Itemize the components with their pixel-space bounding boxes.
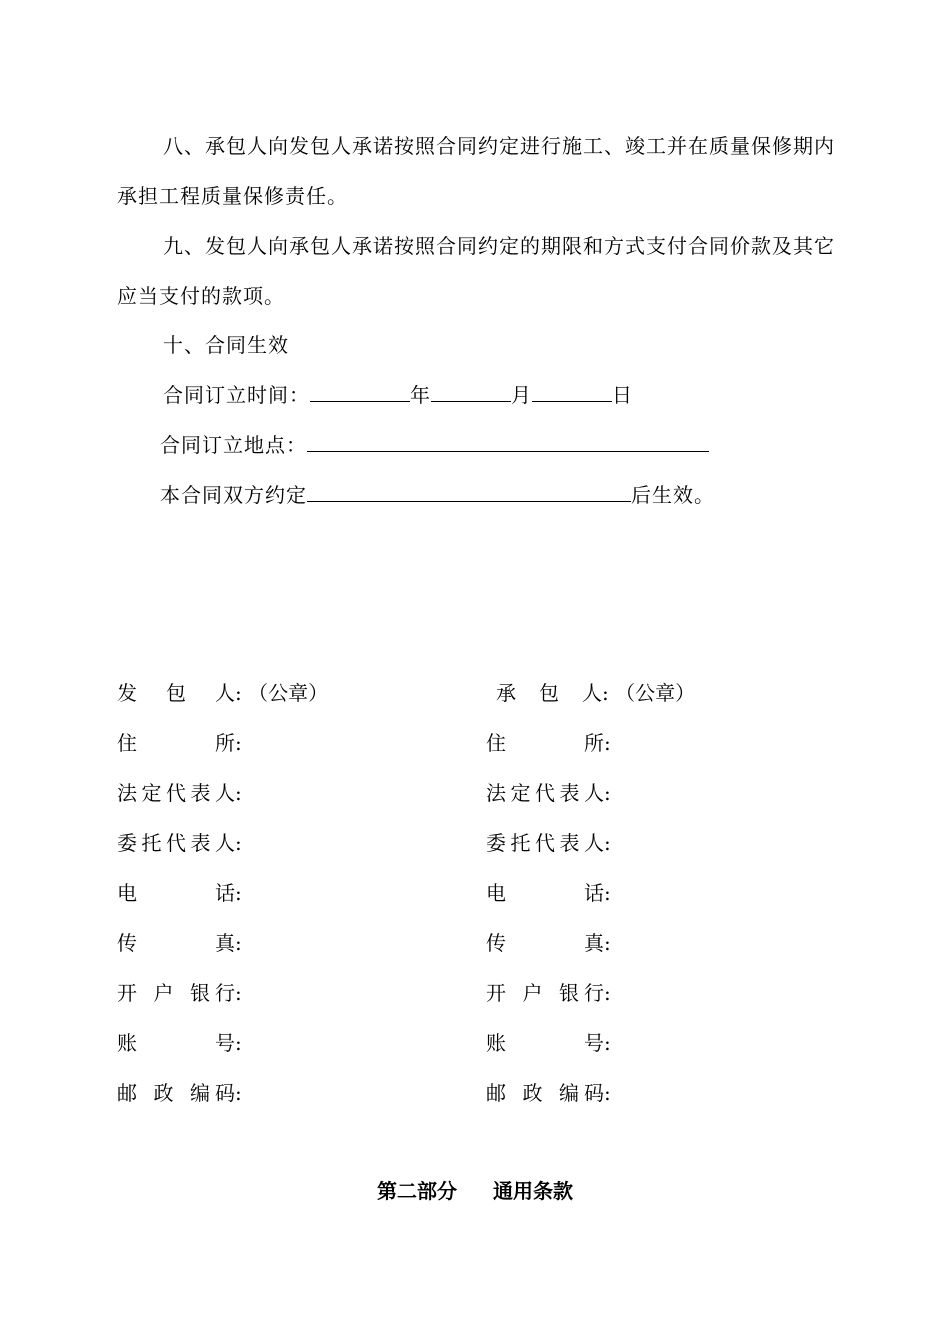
section-heading <box>0 1177 950 1205</box>
party-b-field <box>486 929 611 957</box>
party-b-field <box>486 1079 611 1107</box>
colon: : <box>604 981 611 1005</box>
colon: : <box>604 881 611 905</box>
colon: : <box>235 781 242 805</box>
colon: : <box>604 931 611 955</box>
colon: : <box>235 1081 242 1105</box>
field-label: 邮 政 编码 <box>117 1081 235 1105</box>
field-label: 账 号 <box>117 1031 235 1055</box>
field-label: 邮 政 编码 <box>486 1081 604 1105</box>
party-a-field <box>117 1029 242 1057</box>
party-b-field <box>486 829 611 857</box>
field-label: 法定代表人 <box>486 781 604 805</box>
signing-place-label: 合同订立地点： <box>160 433 307 457</box>
party-a-field <box>117 779 242 807</box>
day-label: 日 <box>612 383 633 407</box>
effect-suffix: 后生效。 <box>631 483 715 507</box>
party-b-field <box>486 1029 611 1057</box>
clause-eight-text: 八、承包人向发包人承诺按照合同约定进行施工、竣工并在质量保修期内承担工程质量保修责任。 <box>117 134 835 208</box>
year-label: 年 <box>410 383 431 407</box>
colon: : <box>604 731 611 755</box>
colon: : <box>604 1081 611 1105</box>
party-b-field <box>486 879 611 907</box>
field-label: 传 真 <box>117 931 235 955</box>
colon: : <box>604 781 611 805</box>
signing-time-line <box>163 381 633 409</box>
party-b-field <box>486 729 611 757</box>
section-name: 通用条款 <box>493 1179 573 1203</box>
party-a-field <box>117 1079 242 1107</box>
party-b-field <box>486 979 611 1007</box>
colon: : <box>235 931 242 955</box>
colon: : <box>235 831 242 855</box>
colon: : <box>235 981 242 1005</box>
place-blank[interactable] <box>307 433 709 452</box>
year-blank[interactable] <box>310 383 410 402</box>
section-part: 第二部分 <box>377 1179 457 1203</box>
day-blank[interactable] <box>532 383 612 402</box>
clause-eight <box>117 121 837 221</box>
effect-prefix: 本合同双方约定 <box>160 483 307 507</box>
signing-place-line <box>160 431 709 459</box>
field-label: 电 话 <box>486 881 604 905</box>
field-label: 委托代表人 <box>486 831 604 855</box>
signing-time-label: 合同订立时间： <box>163 383 310 407</box>
colon: : <box>604 831 611 855</box>
effect-line <box>160 481 715 509</box>
colon: : <box>235 1031 242 1055</box>
clause-nine-text: 九、发包人向承包人承诺按照合同约定的期限和方式支付合同价款及其它应当支付的款项。 <box>117 234 835 308</box>
field-label: 委托代表人 <box>117 831 235 855</box>
month-blank[interactable] <box>431 383 511 402</box>
colon: : <box>604 1031 611 1055</box>
party-a-field <box>117 729 242 757</box>
field-label: 账 号 <box>486 1031 604 1055</box>
party-a-field <box>117 829 242 857</box>
field-label: 法定代表人 <box>117 781 235 805</box>
field-label: 开 户 银行 <box>117 981 235 1005</box>
month-label: 月 <box>511 383 532 407</box>
party-a-title <box>117 679 328 707</box>
party-b-field <box>486 779 611 807</box>
field-label: 住 所 <box>486 731 604 755</box>
effect-blank[interactable] <box>307 483 631 502</box>
clause-ten-title: 十、合同生效 <box>163 333 289 357</box>
party-b-title <box>496 679 695 707</box>
party-b-title-label: 承 包 人 <box>496 681 602 705</box>
party-a-field <box>117 879 242 907</box>
party-b-seal: （公章） <box>615 681 696 705</box>
field-label: 电 话 <box>117 881 235 905</box>
field-label: 住 所 <box>117 731 235 755</box>
party-a-field <box>117 979 242 1007</box>
party-a-title-label: 发 包 人 <box>117 681 235 705</box>
clause-nine <box>117 221 837 321</box>
party-a-field <box>117 929 242 957</box>
field-label: 开 户 银行 <box>486 981 604 1005</box>
field-label: 传 真 <box>486 931 604 955</box>
colon: : <box>235 731 242 755</box>
colon: : <box>235 681 242 705</box>
colon: : <box>602 681 609 705</box>
party-a-seal: （公章） <box>248 681 329 705</box>
colon: : <box>235 881 242 905</box>
